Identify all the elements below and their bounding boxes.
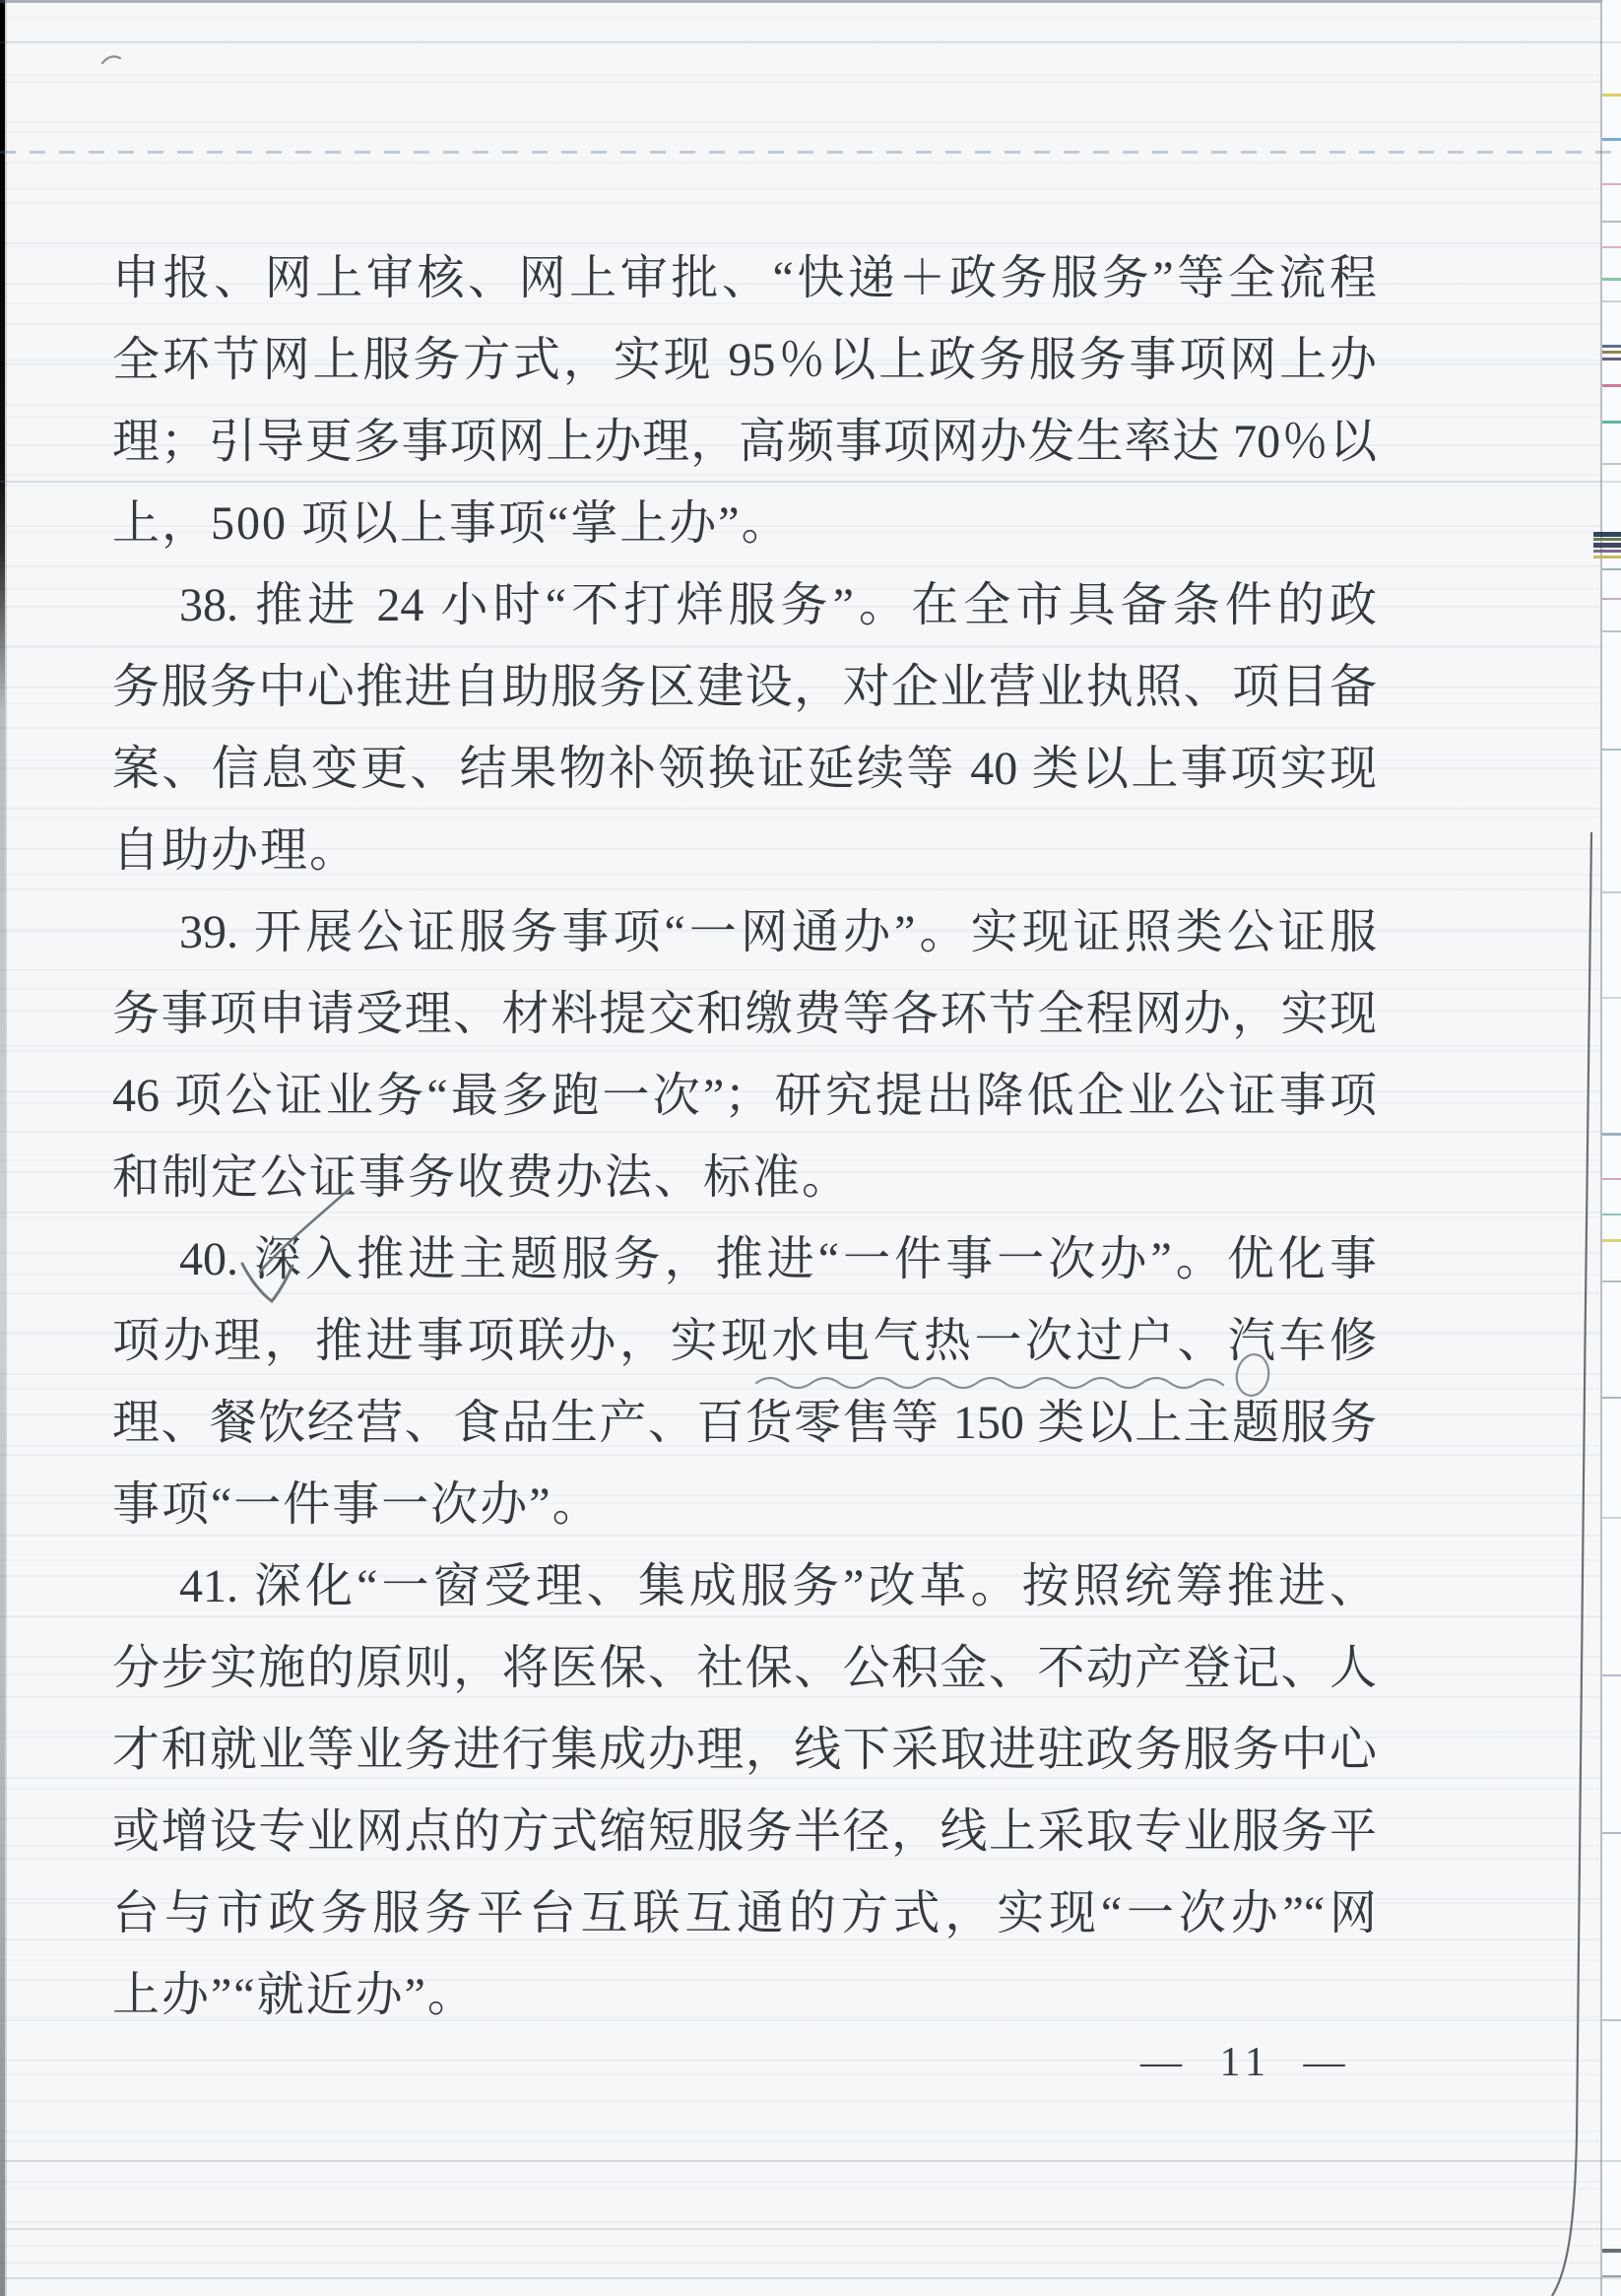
scan-streak (0, 151, 1621, 154)
doc-line-item-39: 39. 开展公证服务事项“一网通办”。实现证照类公证服 (179, 906, 1377, 958)
doc-line-item-40: 40. 深入推进主题服务，推进“一件事一次办”。优化事 (179, 1233, 1377, 1285)
doc-line-item-38: 38. 推进 24 小时“不打烊服务”。在全市具备条件的政 (179, 579, 1377, 631)
doc-line: 事项“一件事一次办”。 (112, 1478, 602, 1531)
doc-line: 项办理，推进事项联办，实现水电气热一次过户、汽车修 (112, 1315, 1377, 1367)
scan-edge-top-line (0, 0, 1621, 3)
doc-line: 申报、网上审核、网上审批、“快递＋政务服务”等全流程 (112, 252, 1377, 304)
page-number: — 11 — (1140, 2040, 1351, 2085)
doc-line: 务服务中心推进自助服务区建设，对企业营业执照、项目备 (112, 661, 1377, 713)
doc-line: 才和就业等业务进行集成办理，线下采取进驻政务服务中心 (112, 1724, 1377, 1776)
scan-streak (0, 2277, 1621, 2279)
page-edge-shadow (1552, 832, 1591, 2296)
scan-streak (0, 2228, 1621, 2230)
doc-line: 46 项公证业务“最多跑一次”；研究提出降低企业公证事项 (112, 1070, 1377, 1122)
doc-line: 全环节网上服务方式，实现 95％以上政务服务事项网上办 (112, 334, 1377, 386)
doc-line: 或增设专业网点的方式缩短服务半径，线上采取专业服务平 (112, 1805, 1377, 1858)
document-text-block (112, 237, 1377, 2036)
doc-line: 务事项申请受理、材料提交和缴费等各环节全程网办，实现 (112, 988, 1377, 1040)
doc-line: 理、餐饮经营、食品生产、百货零售等 150 类以上主题服务 (112, 1397, 1377, 1449)
doc-line: 分步实施的原则，将医保、社保、公积金、不动产登记、人 (112, 1642, 1377, 1694)
doc-line: 上办”“就近办”。 (112, 1969, 477, 2021)
doc-line: 理；引导更多事项网上办理，高频事项网办发生率达 70％以 (112, 416, 1377, 468)
doc-line: 自助办理。 (112, 824, 359, 877)
doc-line: 上，500 项以上事项“掌上办”。 (112, 497, 791, 550)
scan-streak (0, 41, 1621, 43)
doc-line: 台与市政务服务平台互联互通的方式，实现“一次办”“网 (112, 1887, 1377, 1939)
doc-line-item-41: 41. 深化“一窗受理、集成服务”改革。按照统筹推进、 (179, 1560, 1377, 1612)
scan-streak (0, 2160, 1621, 2162)
doc-line: 和制定公证事务收费办法、标准。 (112, 1151, 852, 1204)
scan-edge-left-shadow (5, 0, 7, 2296)
doc-line: 案、信息变更、结果物补领换证延续等 40 类以上事项实现 (112, 743, 1377, 795)
stray-pen-mark (102, 56, 120, 63)
